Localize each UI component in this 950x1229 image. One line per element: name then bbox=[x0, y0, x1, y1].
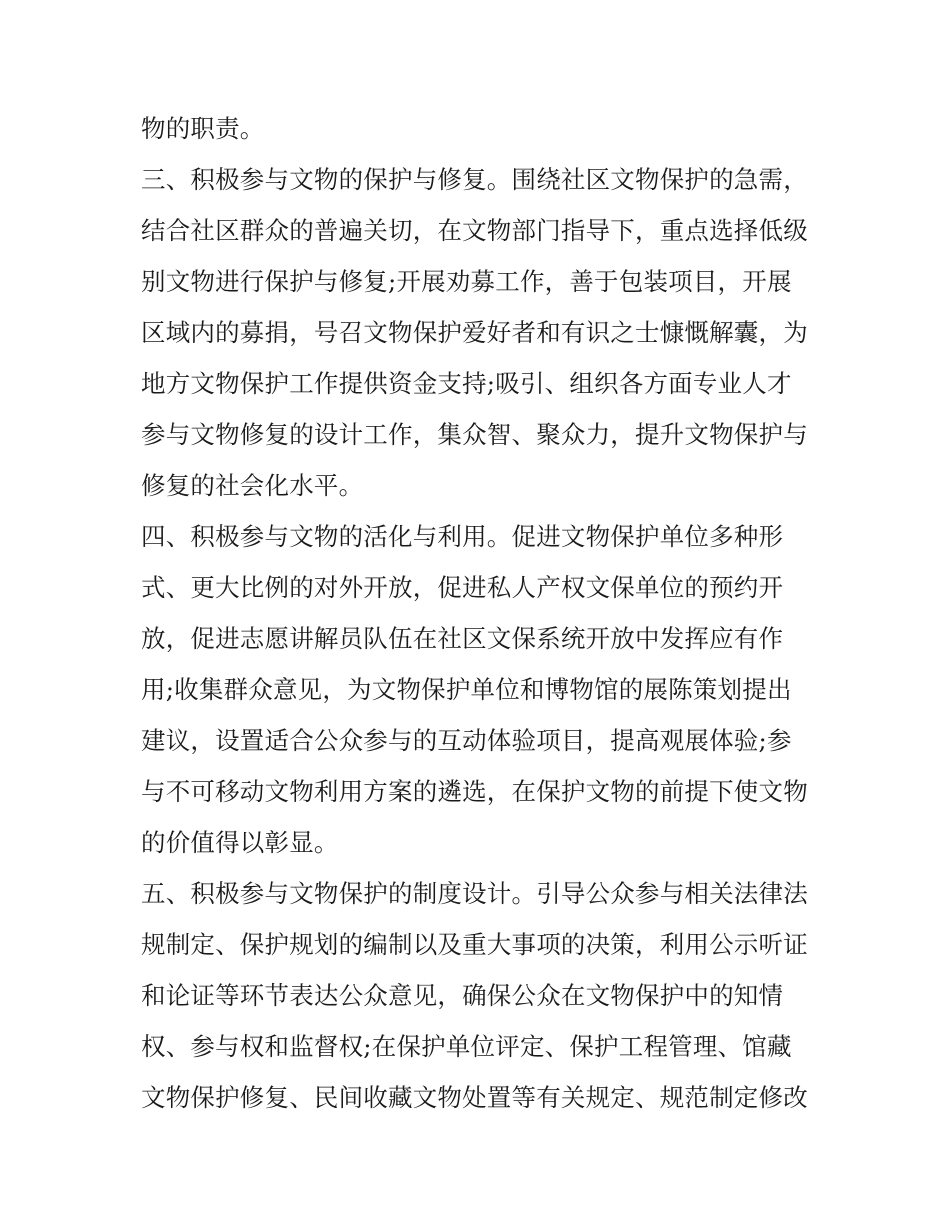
text-line: 建议，设置适合公众参与的互动体验项目，提高观展体验;参 bbox=[141, 726, 792, 755]
text-line: 修复的社会化水平。 bbox=[141, 471, 364, 500]
text-line: 物的职责。 bbox=[141, 114, 265, 143]
text-line: 用;收集群众意见，为文物保护单位和博物馆的展陈策划提出 bbox=[141, 675, 792, 704]
text-line: 与不可移动文物利用方案的遴选，在保护文物的前提下使文物 bbox=[141, 777, 808, 806]
text-line: 三、积极参与文物的保护与修复。围绕社区文物保护的急需， bbox=[141, 165, 808, 194]
document-body bbox=[141, 103, 831, 1123]
text-line: 结合社区群众的普遍关切，在文物部门指导下，重点选择低级 bbox=[141, 216, 808, 245]
text-line: 式、更大比例的对外开放，促进私人产权文保单位的预约开 bbox=[141, 573, 784, 602]
text-line: 权、参与权和监督权;在保护单位评定、保护工程管理、馆藏 bbox=[141, 1032, 792, 1061]
text-line: 规制定、保护规划的编制以及重大事项的决策，利用公示听证 bbox=[141, 930, 808, 959]
text-line: 放，促进志愿讲解员队伍在社区文保系统开放中发挥应有作 bbox=[141, 624, 784, 653]
text-line: 区域内的募捐，号召文物保护爱好者和有识之士慷慨解囊，为 bbox=[141, 318, 808, 347]
text-line: 和论证等环节表达公众意见，确保公众在文物保护中的知情 bbox=[141, 981, 784, 1010]
text-line: 的价值得以彰显。 bbox=[141, 828, 339, 857]
text-line: 四、积极参与文物的活化与利用。促进文物保护单位多种形 bbox=[141, 522, 784, 551]
text-line: 地方文物保护工作提供资金支持;吸引、组织各方面专业人才 bbox=[141, 369, 792, 398]
text-line: 参与文物修复的设计工作，集众智、聚众力，提升文物保护与 bbox=[141, 420, 808, 449]
text-line: 五、积极参与文物保护的制度设计。引导公众参与相关法律法 bbox=[141, 879, 808, 908]
text-line: 别文物进行保护与修复;开展劝募工作，善于包装项目，开展 bbox=[141, 267, 792, 296]
text-line: 文物保护修复、民间收藏文物处置等有关规定、规范制定修改 bbox=[141, 1083, 808, 1112]
